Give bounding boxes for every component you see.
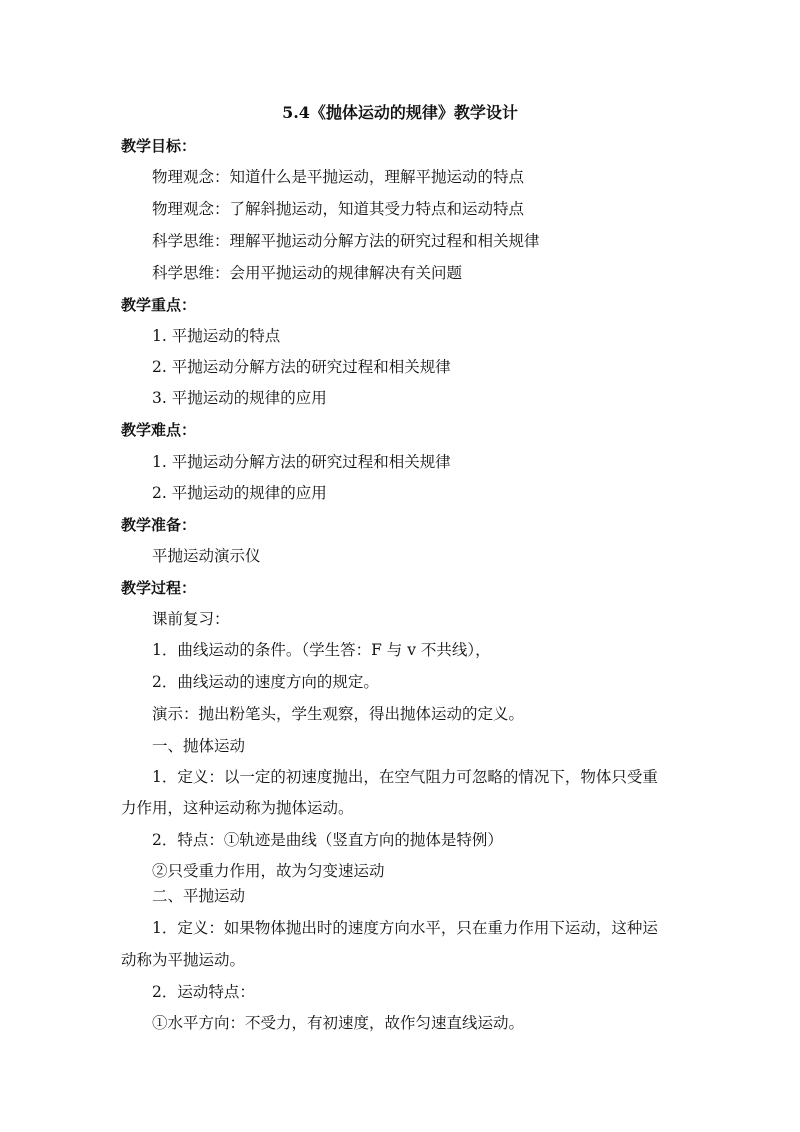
section-heading: 二、平抛运动: [152, 887, 246, 905]
process-line: ①水平方向：不受力，有初速度，故作匀速直线运动。: [152, 1014, 525, 1032]
process-line: 力作用，这种运动称为抛体运动。: [121, 799, 354, 817]
key-point-item: 1. 平抛运动的特点: [152, 327, 281, 345]
section-heading: 一、抛体运动: [152, 737, 246, 755]
document-title: 5.4《抛体运动的规律》教学设计: [282, 103, 518, 122]
preparation-item: 平抛运动演示仪: [152, 547, 261, 565]
process-line: 2．运动特点：: [152, 983, 255, 1001]
preparation-heading: 教学准备：: [121, 516, 197, 534]
process-line: 2．特点：①轨迹是曲线（竖直方向的抛体是特例）: [152, 831, 503, 849]
process-line: 演示：抛出粉笔头，学生观察，得出抛体运动的定义。: [152, 705, 525, 723]
process-line: 1．定义：如果物体抛出时的速度方向水平，只在重力作用下运动，这种运: [152, 919, 658, 937]
difficulty-item: 1. 平抛运动分解方法的研究过程和相关规律: [152, 453, 451, 471]
key-point-item: 2. 平抛运动分解方法的研究过程和相关规律: [152, 358, 451, 376]
process-heading: 教学过程：: [121, 579, 197, 597]
process-line: ②只受重力作用，故为匀变速运动: [152, 862, 385, 880]
objectives-heading: 教学目标：: [121, 137, 197, 155]
objective-item: 物理观念：了解斜抛运动，知道其受力特点和运动特点: [152, 200, 525, 218]
process-line: 1．曲线运动的条件。（学生答：F 与 v 不共线），: [152, 641, 491, 659]
process-line: 1．定义：以一定的初速度抛出，在空气阻力可忽略的情况下，物体只受重: [152, 768, 658, 786]
process-line: 动称为平抛运动。: [121, 951, 246, 969]
objective-item: 科学思维：理解平抛运动分解方法的研究过程和相关规律: [152, 232, 540, 250]
difficulties-heading: 教学难点：: [121, 421, 197, 439]
process-line: 2．曲线运动的速度方向的规定。: [152, 673, 379, 691]
difficulty-item: 2. 平抛运动的规律的应用: [152, 484, 327, 502]
process-line: 课前复习：: [152, 610, 230, 628]
key-point-item: 3. 平抛运动的规律的应用: [152, 389, 327, 407]
objective-item: 物理观念：知道什么是平抛运动，理解平抛运动的特点: [152, 168, 525, 186]
key-points-heading: 教学重点：: [121, 296, 197, 314]
objective-item: 科学思维：会用平抛运动的规律解决有关问题: [152, 264, 463, 282]
